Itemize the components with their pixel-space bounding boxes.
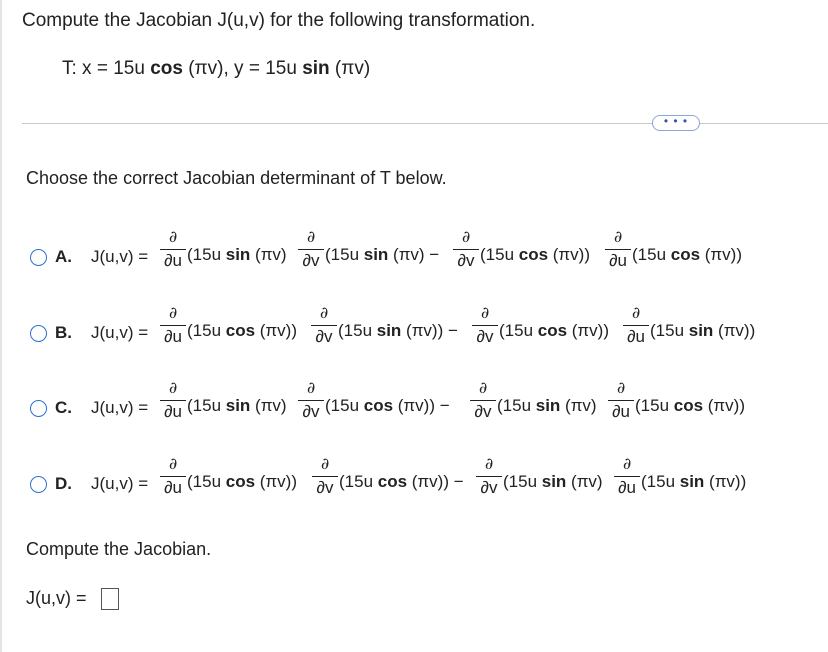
term-3: (15u cos (πv)) [499, 321, 609, 340]
partial-symbol: ∂ [622, 454, 632, 473]
term-4: (15u sin (πv)) [650, 321, 756, 340]
partial-dv-fraction [470, 376, 496, 423]
partial-dv: ∂v [315, 327, 333, 346]
partial-symbol: ∂ [319, 303, 329, 322]
partial-symbol: ∂ [461, 227, 471, 246]
jacobian-lhs: J(u,v) = [91, 247, 149, 266]
partial-symbol: ∂ [306, 227, 316, 246]
partial-du-fraction [160, 376, 186, 423]
partial-symbol: ∂ [616, 378, 626, 397]
term-1: (15u cos (πv)) [187, 472, 297, 491]
option-letter: C. [55, 398, 72, 417]
option-letter: B. [55, 323, 72, 342]
partial-du-fraction [623, 301, 649, 348]
partial-symbol: ∂ [613, 227, 623, 246]
option-d[interactable] [30, 452, 820, 512]
partial-dv-fraction [298, 376, 324, 423]
partial-dv: ∂v [302, 251, 320, 270]
term-2: (15u cos (πv)) − [339, 472, 464, 491]
term-1: (15u sin (πv) [187, 245, 287, 264]
partial-dv-fraction [312, 452, 338, 499]
partial-symbol: ∂ [631, 303, 641, 322]
jacobian-lhs: J(u,v) = [91, 398, 149, 417]
partial-symbol: ∂ [306, 378, 316, 397]
partial-dv-fraction [311, 301, 337, 348]
partial-dv: ∂v [302, 402, 320, 421]
term-3: (15u sin (πv) [503, 472, 603, 491]
partial-symbol: ∂ [168, 378, 178, 397]
transformation-definition [62, 58, 370, 80]
jacobian-lhs: J(u,v) = [91, 323, 149, 342]
partial-symbol: ∂ [320, 454, 330, 473]
partial-du-fraction [160, 301, 186, 348]
partial-symbol: ∂ [168, 227, 178, 246]
partial-du-fraction [605, 225, 631, 272]
partial-du: ∂u [164, 478, 182, 497]
partial-dv: ∂v [316, 478, 334, 497]
partial-symbol: ∂ [478, 378, 488, 397]
radio-d[interactable] [30, 476, 47, 493]
more-options-button[interactable]: • • • [652, 115, 700, 131]
transform-tail: (πv) [329, 58, 371, 79]
partial-symbol: ∂ [168, 454, 178, 473]
partial-dv: ∂v [457, 251, 475, 270]
partial-du: ∂u [618, 478, 636, 497]
term-1: (15u sin (πv) [187, 396, 287, 415]
partial-dv: ∂v [480, 478, 498, 497]
question-prompt: Compute the Jacobian J(u,v) for the following transformation. [22, 10, 536, 31]
answer-input[interactable] [101, 588, 119, 610]
partial-du: ∂u [164, 402, 182, 421]
partial-du: ∂u [164, 327, 182, 346]
compute-instruction: Compute the Jacobian. [26, 539, 212, 559]
partial-dv-fraction [472, 301, 498, 348]
partial-dv-fraction [476, 452, 502, 499]
choose-instruction: Choose the correct Jacobian determinant of T below. [26, 168, 447, 188]
partial-du: ∂u [609, 251, 627, 270]
term-3: (15u cos (πv)) [480, 245, 590, 264]
jacobian-lhs: J(u,v) = [91, 474, 149, 493]
term-2: (15u sin (πv) − [325, 245, 440, 264]
partial-symbol: ∂ [168, 303, 178, 322]
transform-sin: sin [302, 58, 330, 79]
term-1: (15u cos (πv)) [187, 321, 297, 340]
radio-c[interactable] [30, 400, 47, 417]
option-letter: A. [55, 247, 72, 266]
option-letter: D. [55, 474, 72, 493]
term-4: (15u sin (πv)) [641, 472, 747, 491]
term-4: (15u cos (πv)) [632, 245, 742, 264]
term-4: (15u cos (πv)) [635, 396, 745, 415]
partial-dv-fraction [453, 225, 479, 272]
option-c[interactable] [30, 376, 820, 436]
partial-du-fraction [614, 452, 640, 499]
transform-lead: T: x = 15u [62, 58, 151, 79]
partial-dv: ∂v [474, 402, 492, 421]
radio-b[interactable] [30, 325, 47, 342]
partial-dv-fraction [298, 225, 324, 272]
transform-mid: (πv), y = 15u [182, 58, 303, 79]
term-2: (15u sin (πv)) − [338, 321, 458, 340]
answer-label: J(u,v) = [26, 588, 87, 608]
option-a[interactable] [30, 225, 820, 285]
partial-du: ∂u [612, 402, 630, 421]
term-2: (15u cos (πv)) − [325, 396, 450, 415]
term-3: (15u sin (πv) [497, 396, 597, 415]
partial-dv: ∂v [476, 327, 494, 346]
left-border [0, 0, 2, 652]
partial-du: ∂u [627, 327, 645, 346]
option-b[interactable] [30, 301, 820, 361]
section-divider [22, 123, 828, 124]
partial-du-fraction [160, 225, 186, 272]
partial-du-fraction [608, 376, 634, 423]
partial-symbol: ∂ [484, 454, 494, 473]
transform-cos: cos [150, 58, 183, 79]
radio-a[interactable] [30, 249, 47, 266]
partial-du: ∂u [164, 251, 182, 270]
partial-symbol: ∂ [480, 303, 490, 322]
partial-du-fraction [160, 452, 186, 499]
